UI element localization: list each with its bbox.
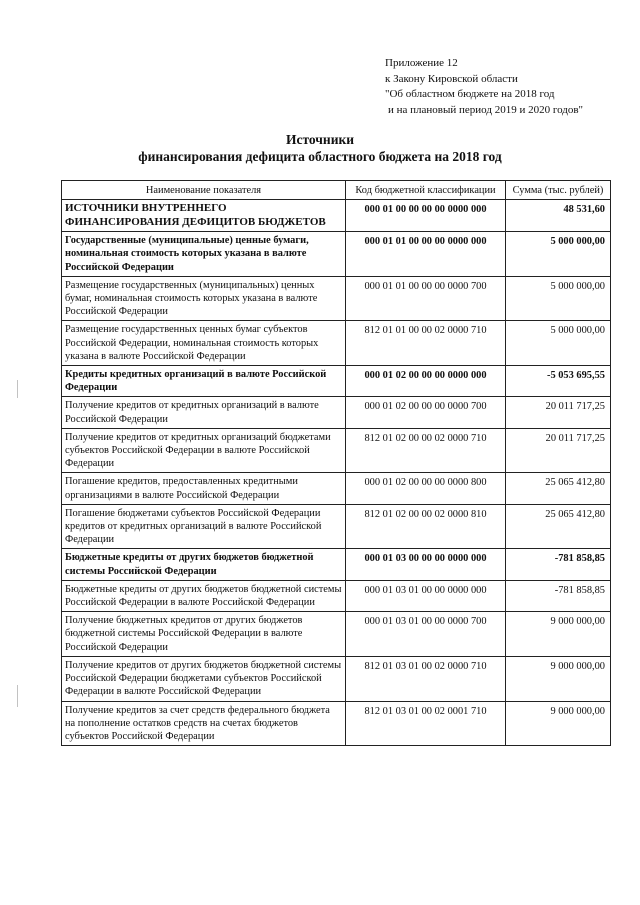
table-row <box>62 549 611 580</box>
row-amount-cell: 9 000 000,00 <box>506 701 611 746</box>
appendix-line: Приложение 12 <box>385 57 458 69</box>
table-row <box>62 321 611 366</box>
table-row <box>62 504 611 549</box>
row-name-cell: ИСТОЧНИКИ ВНУТРЕННЕГО ФИНАНСИРОВАНИЯ ДЕФИЦИТОВ БЮДЖЕТОВ <box>62 200 346 232</box>
row-amount-cell: -5 053 695,55 <box>506 366 611 397</box>
appendix-note <box>385 56 583 118</box>
appendix-line: и на плановый период 2019 и 2020 годов" <box>388 103 584 116</box>
row-amount-cell: -781 858,85 <box>506 580 611 611</box>
row-amount-cell: 48 531,60 <box>506 200 611 232</box>
row-name-cell: Получение кредитов от кредитных организаций в валюте Российской Федерации <box>62 397 346 428</box>
table-row <box>62 276 611 321</box>
header-amount: Сумма (тыс. рублей) <box>506 181 611 200</box>
row-amount-cell: -781 858,85 <box>506 549 611 580</box>
row-name-cell: Получение бюджетных кредитов от других бюджетов бюджетной системы Российской Федерации в валюте Российской Федерации <box>62 612 346 657</box>
row-amount-cell: 5 000 000,00 <box>506 321 611 366</box>
row-amount-cell: 25 065 412,80 <box>506 504 611 549</box>
row-amount-cell: 25 065 412,80 <box>506 473 611 504</box>
row-code-cell: 000 01 03 01 00 00 0000 700 <box>346 612 506 657</box>
table-row <box>62 612 611 657</box>
row-code-cell: 000 01 02 00 00 00 0000 700 <box>346 397 506 428</box>
row-amount-cell: 20 011 717,25 <box>506 397 611 428</box>
row-amount-cell: 5 000 000,00 <box>506 276 611 321</box>
row-name-cell: Получение кредитов от других бюджетов бюджетной системы Российской Федерации бюджетами субъектов Российской Федерации в валюте Российской Федерации <box>62 656 346 701</box>
row-name-cell: Размещение государственных (муниципальных) ценных бумаг, номинальная стоимость которых указана в валюте Российской Федерации <box>62 276 346 321</box>
title-line-2: финансирования дефицита областного бюджета на 2018 год <box>138 149 502 164</box>
table-row <box>62 428 611 473</box>
document-title <box>0 131 640 165</box>
row-name-cell: Бюджетные кредиты от других бюджетов бюджетной системы Российской Федерации в валюте Российской Федерации <box>62 580 346 611</box>
table-row <box>62 473 611 504</box>
row-code-cell: 812 01 03 01 00 02 0001 710 <box>346 701 506 746</box>
header-code: Код бюджетной классификации <box>346 181 506 200</box>
budget-sources-table <box>61 180 611 746</box>
row-amount-cell: 5 000 000,00 <box>506 232 611 277</box>
row-amount-cell: 9 000 000,00 <box>506 612 611 657</box>
row-name-cell: Получение кредитов от кредитных организаций бюджетами субъектов Российской Федерации в валюте Российской Федерации <box>62 428 346 473</box>
row-name-cell: Получение кредитов за счет средств федерального бюджета на пополнение остатков средств на счетах бюджетов субъектов Российской Федерации <box>62 701 346 746</box>
row-code-cell: 812 01 02 00 00 02 0000 810 <box>346 504 506 549</box>
appendix-line: "Об областном бюджете на 2018 год <box>385 88 555 101</box>
row-code-cell: 000 01 00 00 00 00 0000 000 <box>346 200 506 232</box>
table-row <box>62 580 611 611</box>
scan-edge-mark <box>17 380 18 398</box>
table-header-row <box>62 181 611 200</box>
scan-edge-mark <box>17 685 18 707</box>
row-code-cell: 812 01 02 00 00 02 0000 710 <box>346 428 506 473</box>
row-amount-cell: 9 000 000,00 <box>506 656 611 701</box>
table-body <box>62 200 611 746</box>
row-name-cell: Размещение государственных ценных бумаг субъектов Российской Федерации, номинальная стоимость которых указана в валюте Российской Федерации <box>62 321 346 366</box>
row-name-cell: Бюджетные кредиты от других бюджетов бюджетной системы Российской Федерации <box>62 549 346 580</box>
row-name-cell: Погашение бюджетами субъектов Российской Федерации кредитов от кредитных организаций в валюте Российской Федерации <box>62 504 346 549</box>
row-code-cell: 000 01 01 00 00 00 0000 700 <box>346 276 506 321</box>
row-code-cell: 000 01 03 00 00 00 0000 000 <box>346 549 506 580</box>
row-amount-cell: 20 011 717,25 <box>506 428 611 473</box>
table-row <box>62 397 611 428</box>
row-code-cell: 812 01 01 00 00 02 0000 710 <box>346 321 506 366</box>
header-name: Наименование показателя <box>62 181 346 200</box>
row-name-cell: Кредиты кредитных организаций в валюте Российской Федерации <box>62 366 346 397</box>
table-row <box>62 366 611 397</box>
row-name-cell: Погашение кредитов, предоставленных кредитными организациями в валюте Российской Федерации <box>62 473 346 504</box>
title-line-1: Источники <box>285 132 355 147</box>
row-code-cell: 812 01 03 01 00 02 0000 710 <box>346 656 506 701</box>
row-code-cell: 000 01 03 01 00 00 0000 000 <box>346 580 506 611</box>
table-row <box>62 232 611 277</box>
row-code-cell: 000 01 02 00 00 00 0000 800 <box>346 473 506 504</box>
row-code-cell: 000 01 02 00 00 00 0000 000 <box>346 366 506 397</box>
table-row <box>62 701 611 746</box>
appendix-line: к Закону Кировской области <box>385 72 518 85</box>
row-name-cell: Государственные (муниципальные) ценные бумаги, номинальная стоимость которых указана в валюте Российской Федерации <box>62 232 346 277</box>
table-row <box>62 200 611 232</box>
row-code-cell: 000 01 01 00 00 00 0000 000 <box>346 232 506 277</box>
table-row <box>62 656 611 701</box>
